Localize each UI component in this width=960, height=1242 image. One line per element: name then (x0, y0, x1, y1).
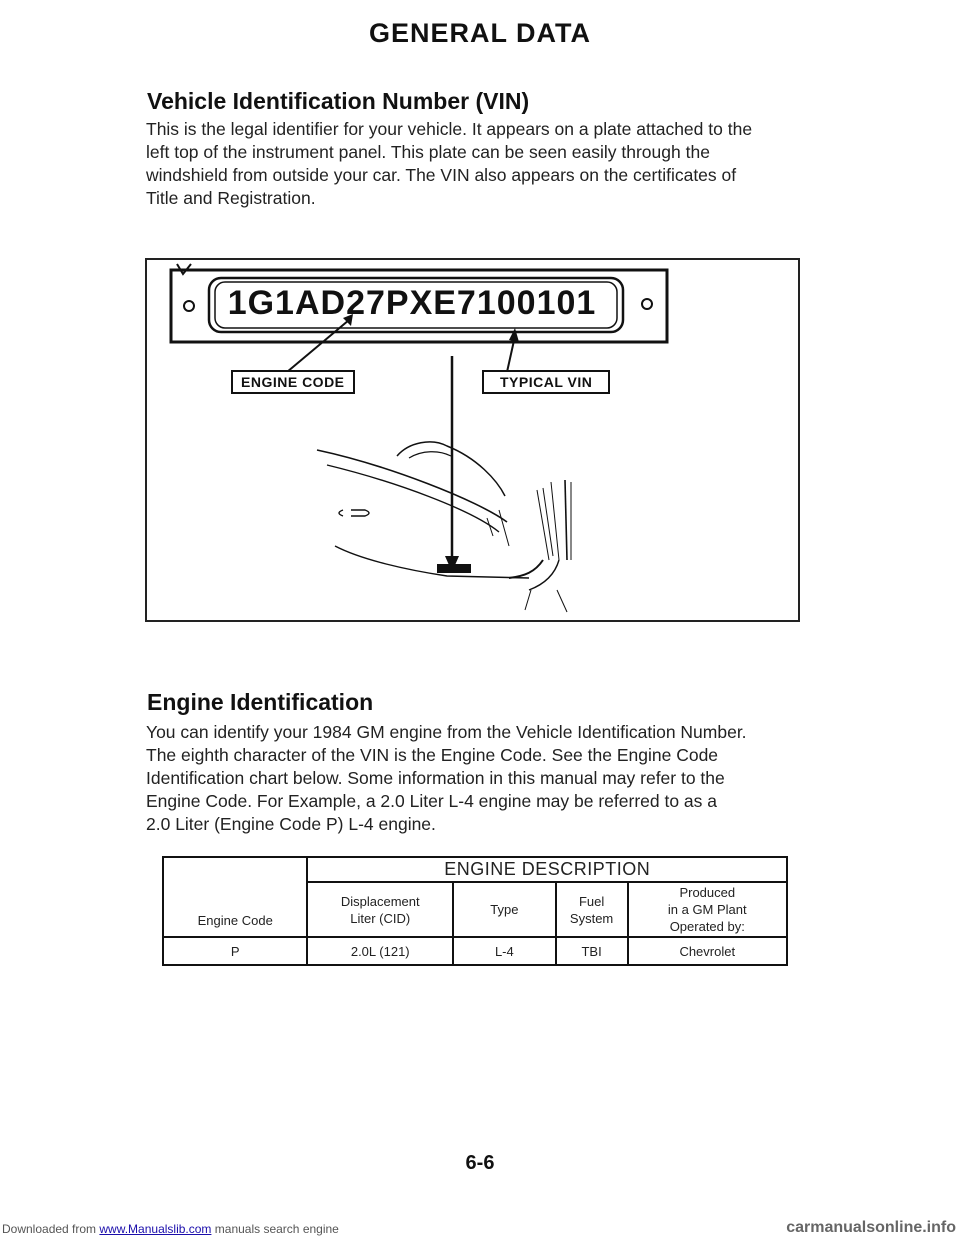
engine-code-table (162, 856, 788, 966)
table-row (163, 937, 787, 965)
vin-location-marker (437, 564, 471, 573)
rivet-right-icon (642, 299, 652, 309)
rivet-left-icon (184, 301, 194, 311)
engine-section-title: Engine Identification (147, 689, 374, 715)
header-type: Type (453, 882, 556, 937)
page-title: GENERAL DATA (368, 18, 591, 48)
manualslib-link[interactable]: www.Manualslib.com (99, 1222, 212, 1236)
page-number: 6-6 (465, 1152, 495, 1174)
cell-fuel: TBI (556, 937, 628, 965)
header-displacement-line2: Liter (CID) (350, 910, 411, 926)
header-displacement (307, 882, 453, 937)
typical-vin-callout: TYPICAL VIN (482, 370, 610, 394)
engine-line: The eighth character of the VIN is the Engine Code. See the Engine Code (146, 745, 719, 765)
vin-line: This is the legal identifier for your vehicle. It appears on a plate attached to the (146, 119, 753, 139)
vin-plate-figure (145, 258, 800, 622)
download-watermark (0, 1222, 339, 1236)
engine-line: 2.0 Liter (Engine Code P) L-4 engine. (146, 814, 436, 834)
site-watermark: carmanualsonline.info (786, 1219, 956, 1236)
vin-plate-number: 1G1AD27PXE7100101 (227, 284, 597, 322)
vin-line: left top of the instrument panel. This plate can be seen easily through the (146, 142, 710, 162)
header-fuel-line1: Fuel (578, 893, 605, 909)
engine-code-callout: ENGINE CODE (231, 370, 355, 394)
header-fuel-line2: System (569, 910, 614, 926)
cell-engine-code: P (163, 937, 307, 965)
header-displacement-line1: Displacement (340, 893, 420, 909)
header-engine-description: ENGINE DESCRIPTION (307, 857, 787, 882)
cell-type: L-4 (453, 937, 556, 965)
header-produced-line1: Produced (679, 885, 736, 900)
vin-line: windshield from outside your car. The VIN also appears on the certificates of (146, 165, 737, 185)
engine-line: You can identify your 1984 GM engine from the Vehicle Identification Number. (146, 722, 747, 742)
cell-produced: Chevrolet (628, 937, 787, 965)
engine-line: Identification chart below. Some information in this manual may refer to the (146, 768, 725, 788)
header-produced-line2: in a GM Plant (667, 902, 747, 917)
table-header-row (163, 857, 787, 882)
watermark-prefix: Downloaded from (2, 1222, 100, 1236)
vin-line: Title and Registration. (146, 188, 316, 208)
header-produced (628, 882, 787, 937)
header-fuel-system (556, 882, 628, 937)
cell-displacement: 2.0L (121) (307, 937, 453, 965)
engine-line: Engine Code. For Example, a 2.0 Liter L-4 engine may be referred to as a (146, 791, 718, 811)
header-produced-line3: Operated by: (669, 919, 745, 934)
header-engine-code: Engine Code (163, 857, 307, 937)
watermark-suffix: manuals search engine (211, 1222, 339, 1236)
vin-section-title: Vehicle Identification Number (VIN) (147, 88, 530, 114)
